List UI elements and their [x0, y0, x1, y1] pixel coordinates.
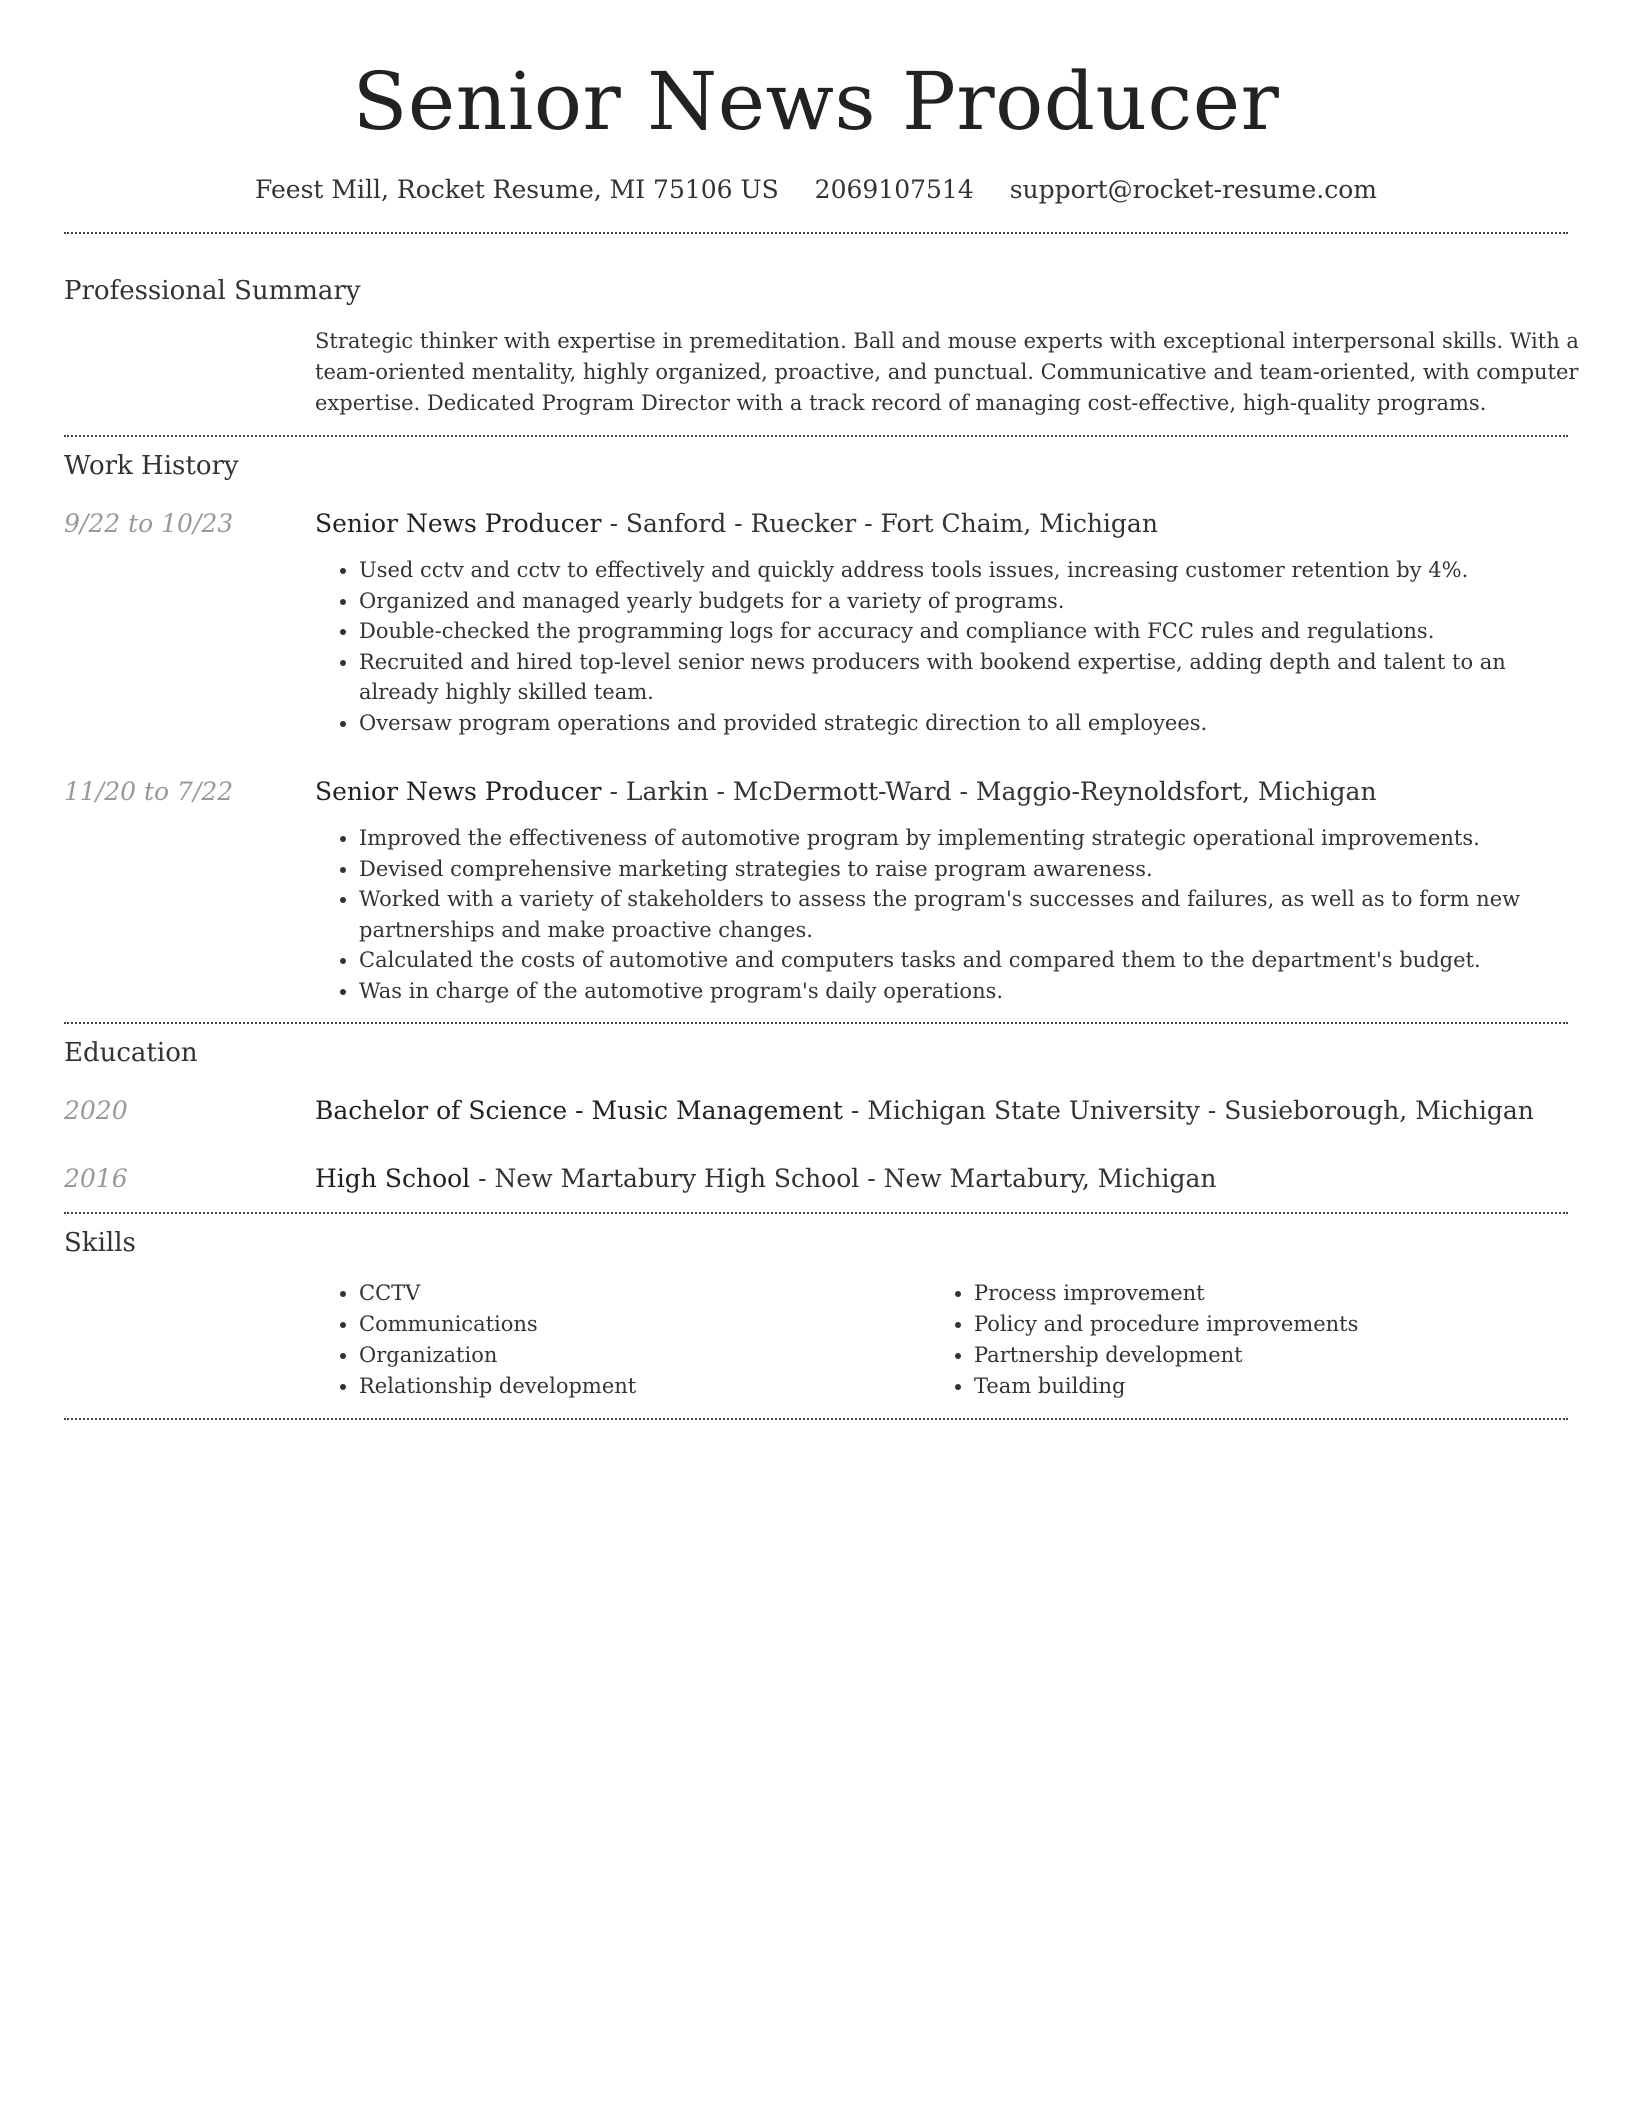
education-details: - Michigan State University - Susieborough, Michigan: [842, 1096, 1534, 1125]
summary-text: Strategic thinker with expertise in premeditation. Ball and mouse experts with exceptional interpersonal skills. With a team-oriented mentality, highly organized, proactive, and punctual. Communicative and team-oriented, with computer expertise. Dedicated Program Director with a track record of managing cost-effective, high-quality programs.: [315, 329, 1579, 415]
list-item: • Improved the effectiveness of automotive program by implementing strategic operational improvements.: [359, 823, 1545, 854]
job-details: - Larkin - McDermott-Ward - Maggio-Reynoldsfort, Michigan: [601, 777, 1377, 806]
job-dates: 9/22 to 10/23: [64, 509, 234, 538]
divider: [64, 1022, 1568, 1024]
section-title-skills: Skills: [64, 1228, 136, 1258]
job-details: - Sanford - Ruecker - Fort Chaim, Michigan: [601, 509, 1158, 538]
section-title-education: Education: [64, 1038, 198, 1068]
education-year: 2020: [64, 1096, 128, 1125]
list-item: • Double-checked the programming logs for accuracy and compliance with FCC rules and regulations.: [359, 616, 1545, 647]
skill-item: • Team building: [974, 1371, 1545, 1402]
section-title-work: Work History: [64, 451, 239, 481]
list-item: • Organized and managed yearly budgets for a variety of programs.: [359, 586, 1545, 617]
skill-item: • Organization: [359, 1340, 930, 1371]
job-body: [315, 775, 1568, 1006]
list-item: • Was in charge of the automotive program's daily operations.: [359, 976, 1545, 1007]
list-item: • Recruited and hired top-level senior news producers with bookend expertise, adding depth and talent to an already highly skilled team.: [359, 647, 1545, 708]
list-item: • Calculated the costs of automotive and computers tasks and compared them to the department's budget.: [359, 945, 1545, 976]
education-degree: Bachelor of Science - Music Management: [315, 1096, 843, 1125]
divider: [64, 1418, 1568, 1420]
job-role: Senior News Producer: [315, 509, 602, 538]
divider: [64, 1212, 1568, 1214]
education-entry: [64, 1162, 1568, 1196]
education-degree: High School: [315, 1164, 471, 1193]
education-entry: [64, 1094, 1568, 1128]
phone: 2069107514: [814, 175, 974, 204]
job-body: [315, 507, 1568, 738]
divider: [64, 232, 1568, 234]
education-year: 2016: [64, 1164, 128, 1193]
education-body: [315, 1094, 1568, 1128]
job-entry: [64, 775, 1568, 1006]
skill-item: • Partnership development: [974, 1340, 1545, 1371]
skill-item: • Policy and procedure improvements: [974, 1309, 1545, 1340]
resume-page: [64, 0, 1579, 1420]
job-entry: [64, 507, 1568, 738]
job-heading: [315, 507, 1568, 541]
page-title: Senior News Producer: [352, 55, 1280, 148]
job-bullets: [315, 555, 1545, 738]
job-dates: 11/20 to 7/22: [64, 777, 234, 806]
education-details: - New Martabury High School - New Martabury, Michigan: [470, 1164, 1217, 1193]
skills-list: [315, 1278, 1568, 1402]
list-item: • Devised comprehensive marketing strategies to raise program awareness.: [359, 854, 1545, 885]
skill-item: • Process improvement: [974, 1278, 1545, 1309]
address: Feest Mill, Rocket Resume, MI 75106 US: [255, 175, 779, 204]
job-bullets: [315, 823, 1545, 1006]
section-title-summary: Professional Summary: [64, 276, 361, 306]
list-item: • Oversaw program operations and provided strategic direction to all employees.: [359, 708, 1545, 739]
email: support@rocket-resume.com: [1009, 175, 1377, 204]
skill-item: • Relationship development: [359, 1371, 930, 1402]
divider: [64, 435, 1568, 437]
list-item: • Worked with a variety of stakeholders to assess the program's successes and failures, as well as to form new partnerships and make proactive changes.: [359, 884, 1545, 945]
contact-line: [64, 172, 1568, 208]
education-heading: [315, 1162, 1568, 1196]
skill-item: • Communications: [359, 1309, 930, 1340]
job-role: Senior News Producer: [315, 777, 602, 806]
skills-column-left: [315, 1278, 930, 1402]
skill-item: • CCTV: [359, 1278, 930, 1309]
list-item: • Used cctv and cctv to effectively and quickly address tools issues, increasing customer retention by 4%.: [359, 555, 1545, 586]
skills-column-right: [930, 1278, 1545, 1402]
job-heading: [315, 775, 1568, 809]
education-body: [315, 1162, 1568, 1196]
education-heading: [315, 1094, 1568, 1128]
